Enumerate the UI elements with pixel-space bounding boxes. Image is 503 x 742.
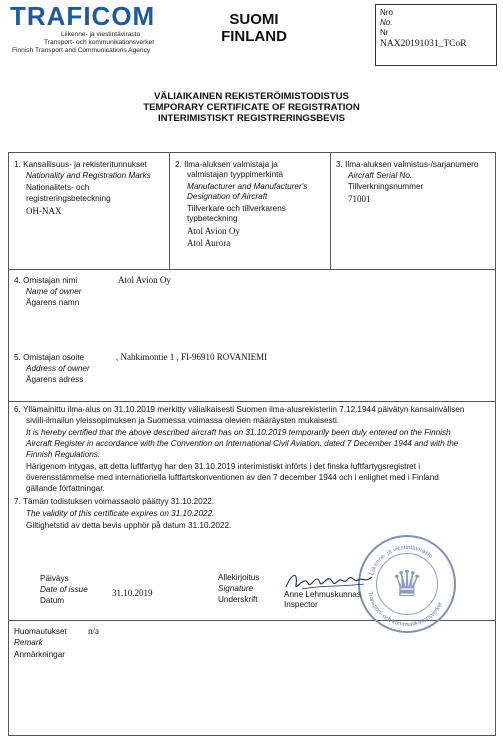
remarks-label-sv: Anmärkningar [14, 650, 65, 659]
date-label-en: Date of issue [40, 585, 88, 594]
section2-label-fi1: 2. Ilma-aluksen valmistaja ja [175, 160, 278, 169]
logo-subtitle-fi: Liikenne- ja viestintävirasto [61, 31, 141, 38]
certificate-number-box [375, 4, 497, 66]
section6-text-en2: Aircraft Register in accordance with the Convention on International Civil Aviation, dated 7 December 1944 and with the [26, 439, 459, 448]
section7-text-en: The validity of this certificate expires on 31.10.2022. [26, 509, 215, 518]
section3-label-sv: Tillverkningsnummer [348, 182, 424, 191]
signature-label-sv: Underskrift [218, 595, 258, 604]
nr-label-en: No. [380, 18, 393, 27]
title-sv: INTERIMISTISKT REGISTRERINGSBEVIS [157, 113, 346, 124]
logo-subtitle-en: Finnish Transport and Communications Agency [12, 47, 151, 54]
section6-text-fi1: 6. Yllämainittu ilma-alus on 31.10.2019 merkitty väliaikaisesti Suomen ilma-alusrekisteriin 7.12.1944 päivätyn kansainvälisen [14, 405, 465, 414]
section6-text-sv1: Härigenom intygas, att detta luftfartyg har den 31.10.2019 interimistiskt införts i det finska luftfartygsregistret i [26, 462, 421, 471]
coat-of-arms-icon: ♛ [390, 563, 424, 604]
section4-label-sv: Ägarens namn [26, 298, 80, 307]
owner-address: , Nahkimontie 1 , FI-96910 ROVANIEMI [116, 352, 268, 362]
date-label-sv: Datum [40, 596, 65, 605]
section6-text-fi2: siviili-ilmailun yleissopimuksen ja Suomessa voimassa olevien määräysten mukaisesti. [26, 416, 340, 425]
divider [8, 401, 496, 402]
section7-text-fi: 7. Tämän todistuksen voimassaolo päättyy 31.10.2022. [14, 497, 215, 506]
signature-label-en: Signature [218, 584, 254, 593]
section2-label-en1: Manufacturer and Manufacturer's [187, 182, 308, 191]
section1-label-fi: 1. Kansallisuus- ja rekisteritunnukset [14, 160, 147, 169]
title-fi: VÄLIAIKAINEN REKISTERÖIMISTODISTUS [154, 91, 349, 102]
nr-label-sv: Nr [380, 28, 389, 37]
date-of-issue: 31.10.2019 [112, 588, 153, 598]
nr-label-fi: Nro [380, 8, 393, 17]
section7-text-sv: Giltighetstid av detta bevis upphör på datum 31.10.2022. [26, 521, 232, 530]
signatory-name: Anne Lehmuskunnas [284, 590, 361, 599]
divider [8, 269, 496, 270]
registration-mark: OH-NAX [26, 206, 62, 216]
country-fi: SUOMI [229, 11, 279, 28]
section6-text-en3: Finnish Regulations. [26, 450, 101, 459]
signature-label-fi: Allekirjoitus [218, 573, 260, 582]
svg-text:Transport- och kommunikationsv [366, 591, 444, 628]
section2-label-sv2: typbeteckning [187, 214, 238, 223]
serial-number: 71001 [348, 194, 371, 204]
section6-text-sv2: överensstämmelse med internationella luftfartskonventionen av den 7 december 1944 och i enlighet med i Finland [26, 473, 439, 482]
remarks-label-fi: Huomautukset [14, 627, 67, 636]
section2-label-en2: Designation of Aircraft [187, 192, 268, 201]
logo-subtitle-sv: Transport- och kommunikationsverket [44, 39, 155, 46]
section4-label-en: Name of owner [26, 287, 82, 296]
remarks-label-en: Remark [14, 638, 43, 647]
section5-label-fi: 5. Omistajan osoite [14, 353, 85, 362]
section3-label-fi: 3. Ilma-aluksen valmistus-/sarjanumero [336, 160, 479, 169]
divider [169, 152, 170, 269]
section2-label-fi2: valmistajan tyyppimerkintä [187, 170, 284, 179]
certificate-number: NAX20191031_TCoR [380, 39, 467, 49]
signatory-role: Inspector [284, 600, 318, 609]
section1-label-en: Nationality and Registration Marks [26, 171, 151, 180]
traficom-logo: TRAFICOM [10, 1, 156, 31]
section5-label-sv: Ägarens adress [26, 375, 84, 384]
aircraft-type: Atol Aurora [187, 238, 231, 248]
date-label-fi: Päiväys [40, 574, 69, 583]
section2-label-sv1: Tillverkare och tillverkarens [187, 204, 286, 213]
remarks-value: n/a [88, 626, 99, 636]
manufacturer: Atol Avion Oy [187, 226, 240, 236]
section4-label-fi: 4. Omistajan nimi [14, 276, 78, 285]
title-en: TEMPORARY CERTIFICATE OF REGISTRATION [143, 102, 360, 113]
section6-text-en1: It is hereby certified that the above described aircraft has on 31.10.2019 temporarily been duly entered on the Finnish [26, 428, 451, 437]
section5-label-en: Address of owner [26, 364, 90, 373]
owner-name: Atol Avion Oy [118, 275, 171, 285]
section3-label-en: Aircraft Serial No. [348, 171, 413, 180]
section6-text-sv3: gällande författningar. [26, 484, 105, 493]
section1-label-sv2: registreringsbeteckning [26, 194, 111, 203]
stamp-top-text: Liikenne- ja viestintävirasto [369, 544, 434, 576]
section1-label-sv1: Nationalitets- och [26, 183, 90, 192]
country-en: FINLAND [221, 28, 287, 45]
stamp-bottom-text: Transport- och kommunikationsverket [366, 591, 445, 629]
divider [330, 152, 331, 269]
